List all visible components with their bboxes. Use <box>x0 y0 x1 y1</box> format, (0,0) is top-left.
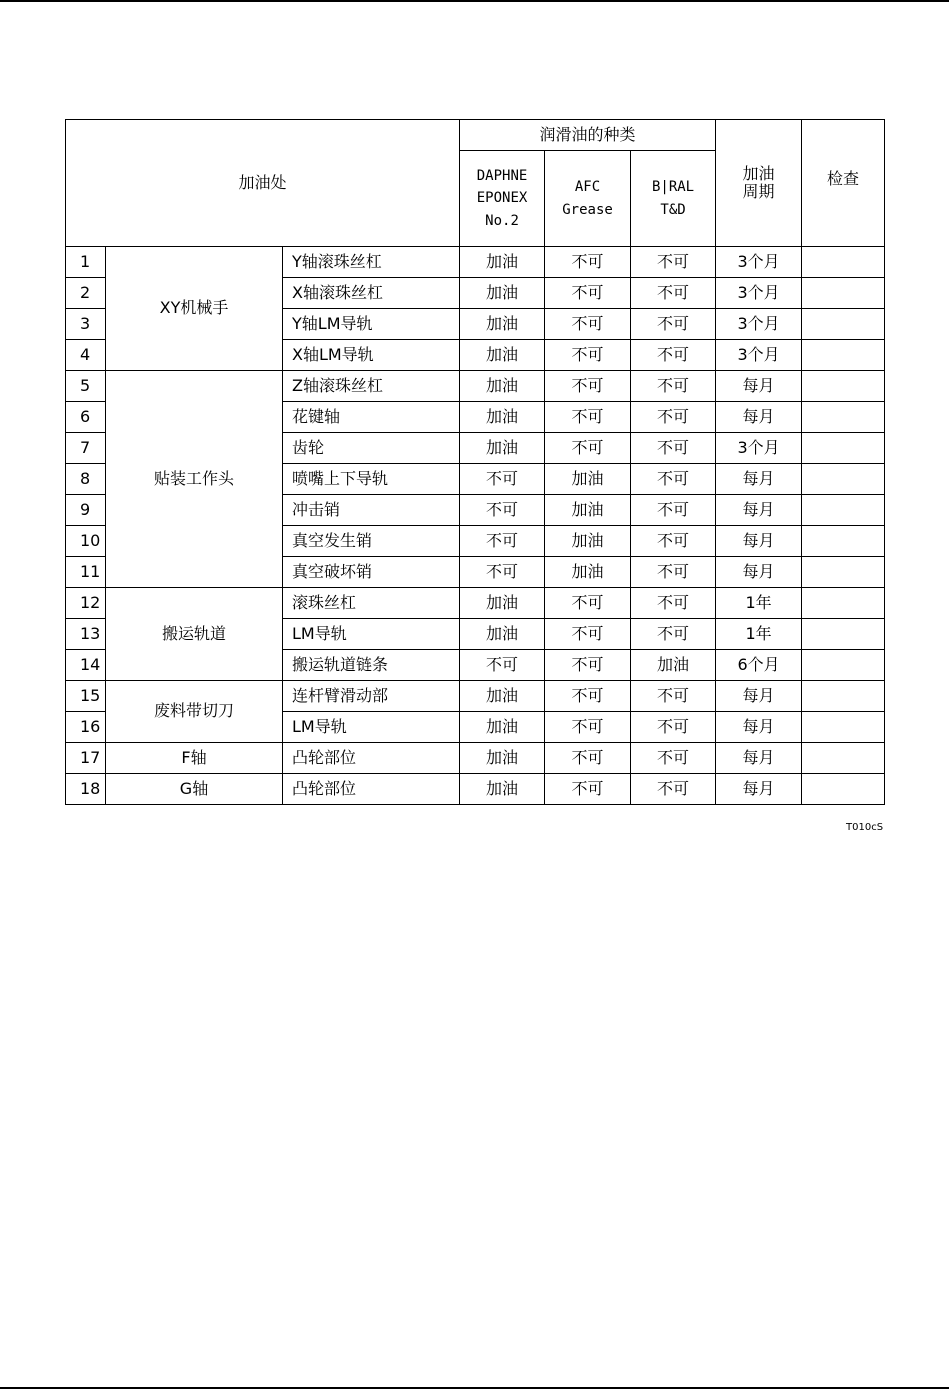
header-oil-line: T&D <box>660 201 686 218</box>
oil-daphne-cell: 加油 <box>460 402 545 433</box>
oil-daphne-cell: 加油 <box>460 433 545 464</box>
oil-daphne-cell: 加油 <box>460 371 545 402</box>
period-cell: 3个月 <box>716 278 802 309</box>
header-period <box>716 120 802 247</box>
row-number: 15 <box>66 681 106 712</box>
check-cell <box>802 402 885 433</box>
check-cell <box>802 774 885 805</box>
row-number: 9 <box>66 495 106 526</box>
oil-afc-cell: 不可 <box>545 247 631 278</box>
table-row <box>66 371 885 402</box>
group-name: 贴装工作头 <box>106 371 283 588</box>
part-name: 齿轮 <box>283 433 460 464</box>
check-cell <box>802 650 885 681</box>
oil-daphne-cell: 加油 <box>460 774 545 805</box>
group-name: 废料带切刀 <box>106 681 283 743</box>
oil-afc-cell: 加油 <box>545 495 631 526</box>
part-name: 喷嘴上下导轨 <box>283 464 460 495</box>
oil-biral-cell: 不可 <box>631 340 716 371</box>
oil-daphne-cell: 加油 <box>460 588 545 619</box>
period-cell: 每月 <box>716 371 802 402</box>
oil-afc-cell: 不可 <box>545 371 631 402</box>
oil-daphne-cell: 加油 <box>460 712 545 743</box>
header-oil-daphne <box>460 151 545 247</box>
oil-afc-cell: 不可 <box>545 278 631 309</box>
row-number: 2 <box>66 278 106 309</box>
check-cell <box>802 743 885 774</box>
period-cell: 每月 <box>716 774 802 805</box>
check-cell <box>802 371 885 402</box>
row-number: 6 <box>66 402 106 433</box>
oil-daphne-cell: 加油 <box>460 743 545 774</box>
part-name: 凸轮部位 <box>283 774 460 805</box>
oil-afc-cell: 不可 <box>545 681 631 712</box>
row-number: 1 <box>66 247 106 278</box>
check-cell <box>802 278 885 309</box>
oil-biral-cell: 不可 <box>631 278 716 309</box>
bottom-rule <box>0 1387 949 1389</box>
header-oil-line: EPONEX <box>476 190 528 207</box>
oil-afc-cell: 不可 <box>545 402 631 433</box>
part-name: 真空破坏销 <box>283 557 460 588</box>
oil-afc-cell: 不可 <box>545 650 631 681</box>
row-number: 11 <box>66 557 106 588</box>
period-cell: 每月 <box>716 402 802 433</box>
oil-afc-cell: 不可 <box>545 433 631 464</box>
oil-daphne-cell: 加油 <box>460 340 545 371</box>
header-oil-line: B|RAL <box>651 179 695 196</box>
group-name: F轴 <box>106 743 283 774</box>
top-rule <box>0 0 949 2</box>
header-period-line: 加油 <box>742 163 775 183</box>
period-cell: 6个月 <box>716 650 802 681</box>
part-name: Y轴LM导轨 <box>283 309 460 340</box>
row-number: 17 <box>66 743 106 774</box>
part-name: 真空发生销 <box>283 526 460 557</box>
oil-daphne-cell: 不可 <box>460 557 545 588</box>
header-oil-line: DAPHNE <box>476 167 528 184</box>
check-cell <box>802 309 885 340</box>
part-name: 搬运轨道链条 <box>283 650 460 681</box>
oil-biral-cell: 不可 <box>631 495 716 526</box>
table-row <box>66 743 885 774</box>
header-oil-types: 润滑油的种类 <box>460 120 716 151</box>
header-check: 检查 <box>802 120 885 247</box>
oil-daphne-cell: 加油 <box>460 681 545 712</box>
check-cell <box>802 340 885 371</box>
table-row <box>66 774 885 805</box>
period-cell: 3个月 <box>716 340 802 371</box>
oil-biral-cell: 不可 <box>631 743 716 774</box>
table-row <box>66 681 885 712</box>
oil-daphne-cell: 不可 <box>460 650 545 681</box>
oil-afc-cell: 不可 <box>545 619 631 650</box>
header-period-line: 周期 <box>742 182 775 201</box>
check-cell <box>802 433 885 464</box>
oil-biral-cell: 不可 <box>631 371 716 402</box>
check-cell <box>802 681 885 712</box>
check-cell <box>802 557 885 588</box>
row-number: 3 <box>66 309 106 340</box>
oil-daphne-cell: 加油 <box>460 247 545 278</box>
header-location: 加油处 <box>66 120 460 247</box>
header-oil-line: No.2 <box>485 212 519 229</box>
oil-biral-cell: 不可 <box>631 712 716 743</box>
oil-biral-cell: 不可 <box>631 247 716 278</box>
part-name: 连杆臂滑动部 <box>283 681 460 712</box>
oil-afc-cell: 不可 <box>545 774 631 805</box>
oil-biral-cell: 不可 <box>631 774 716 805</box>
row-number: 5 <box>66 371 106 402</box>
oil-daphne-cell: 不可 <box>460 464 545 495</box>
oil-biral-cell: 不可 <box>631 526 716 557</box>
oil-biral-cell: 不可 <box>631 402 716 433</box>
row-number: 8 <box>66 464 106 495</box>
period-cell: 每月 <box>716 464 802 495</box>
part-name: Y轴滚珠丝杠 <box>283 247 460 278</box>
period-cell: 每月 <box>716 743 802 774</box>
group-name: G轴 <box>106 774 283 805</box>
oil-afc-cell: 不可 <box>545 588 631 619</box>
oil-biral-cell: 不可 <box>631 433 716 464</box>
period-cell: 每月 <box>716 495 802 526</box>
check-cell <box>802 247 885 278</box>
check-cell <box>802 588 885 619</box>
oil-biral-cell: 不可 <box>631 464 716 495</box>
oil-daphne-cell: 加油 <box>460 309 545 340</box>
document-code: T010cS <box>846 822 884 833</box>
row-number: 13 <box>66 619 106 650</box>
oil-afc-cell: 不可 <box>545 309 631 340</box>
period-cell: 1年 <box>716 619 802 650</box>
table-row <box>66 588 885 619</box>
row-number: 12 <box>66 588 106 619</box>
oil-afc-cell: 不可 <box>545 340 631 371</box>
part-name: 花键轴 <box>283 402 460 433</box>
period-cell: 3个月 <box>716 309 802 340</box>
part-name: 冲击销 <box>283 495 460 526</box>
row-number: 14 <box>66 650 106 681</box>
period-cell: 3个月 <box>716 247 802 278</box>
period-cell: 每月 <box>716 712 802 743</box>
part-name: LM导轨 <box>283 712 460 743</box>
part-name: X轴滚珠丝杠 <box>283 278 460 309</box>
check-cell <box>802 495 885 526</box>
header-oil-line: AFC <box>574 179 601 196</box>
part-name: LM导轨 <box>283 619 460 650</box>
part-name: 滚珠丝杠 <box>283 588 460 619</box>
oil-afc-cell: 加油 <box>545 526 631 557</box>
group-name: 搬运轨道 <box>106 588 283 681</box>
header-oil-biral <box>631 151 716 247</box>
oil-biral-cell: 不可 <box>631 557 716 588</box>
row-number: 16 <box>66 712 106 743</box>
period-cell: 1年 <box>716 588 802 619</box>
header-oil-afc <box>545 151 631 247</box>
check-cell <box>802 619 885 650</box>
part-name: X轴LM导轨 <box>283 340 460 371</box>
oil-daphne-cell: 加油 <box>460 278 545 309</box>
oil-biral-cell: 不可 <box>631 681 716 712</box>
part-name: 凸轮部位 <box>283 743 460 774</box>
oil-afc-cell: 不可 <box>545 712 631 743</box>
row-number: 7 <box>66 433 106 464</box>
oil-afc-cell: 不可 <box>545 743 631 774</box>
check-cell <box>802 526 885 557</box>
oil-daphne-cell: 不可 <box>460 495 545 526</box>
oil-biral-cell: 不可 <box>631 619 716 650</box>
period-cell: 每月 <box>716 681 802 712</box>
check-cell <box>802 464 885 495</box>
period-cell: 3个月 <box>716 433 802 464</box>
group-name: XY机械手 <box>106 247 283 371</box>
row-number: 10 <box>66 526 106 557</box>
oil-biral-cell: 不可 <box>631 309 716 340</box>
check-cell <box>802 712 885 743</box>
header-oil-line: Grease <box>562 201 613 218</box>
row-number: 18 <box>66 774 106 805</box>
period-cell: 每月 <box>716 526 802 557</box>
oil-daphne-cell: 加油 <box>460 619 545 650</box>
oil-afc-cell: 加油 <box>545 557 631 588</box>
lubrication-table <box>65 119 885 805</box>
table-row <box>66 247 885 278</box>
period-cell: 每月 <box>716 557 802 588</box>
oil-afc-cell: 加油 <box>545 464 631 495</box>
oil-daphne-cell: 不可 <box>460 526 545 557</box>
oil-biral-cell: 不可 <box>631 588 716 619</box>
oil-biral-cell: 加油 <box>631 650 716 681</box>
row-number: 4 <box>66 340 106 371</box>
part-name: Z轴滚珠丝杠 <box>283 371 460 402</box>
